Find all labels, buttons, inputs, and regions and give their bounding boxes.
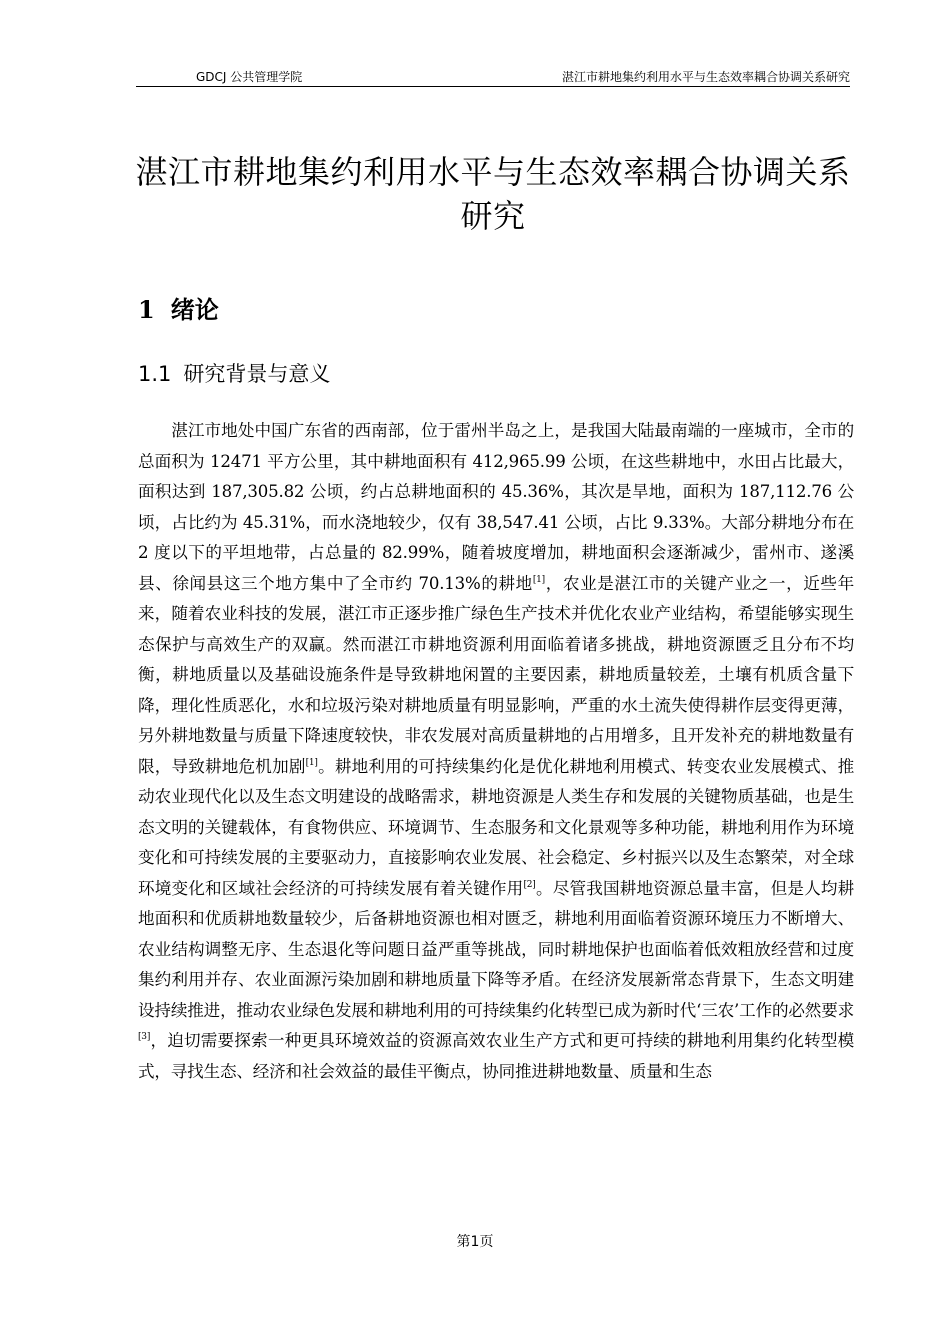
- paragraph: [138, 416, 854, 1087]
- text-run: 湛江市地处中国广东省的西南部，位于雷州半岛之上，是我国大陆最南端的一座城市，全市的总面积为 12471 平方公里，其中耕地面积有 412,965.99 公顷，在这些耕地中，水田占比最大，面积达到 187,305.82 公顷，约占总耕地面积的 45.36%，其次是旱地，面积为 187,112.76 公顷，占比约为 45.31%，而水浇地较少，仅有 38,547.41 公顷，占比 9.33%。大部分耕地分布在 2 度以下的平坦地带，占总量的 82.99%，随着坡度增加，耕地面积会逐渐减少，雷州市、遂溪县、徐闻县这三个地方集中了全市约 70.13%的耕地: [138, 421, 854, 593]
- subsection-number: 1.1: [138, 362, 172, 386]
- page-number: 第1页: [456, 1234, 494, 1250]
- section-heading: [138, 290, 219, 325]
- citation-ref: [1]: [532, 574, 545, 585]
- subsection-heading: [138, 358, 330, 388]
- header-institution: GDCJ 公共管理学院: [196, 70, 303, 84]
- citation-ref: [3]: [138, 1032, 151, 1042]
- header-running-title: 湛江市耕地集约利用水平与生态效率耦合协调关系研究: [561, 70, 850, 84]
- text-run: 。尽管我国耕地资源总量丰富，但是人均耕地面积和优质耕地数量较少，后备耕地资源也相对匮乏，耕地利用面临着资源环境压力不断增大、农业结构调整无序、生态退化等问题日益严重等挑战，同时耕地保护也面临着低效粗放经营和过度集约利用并存、农业面源污染加剧和耕地质量下降等矛盾。在经济发展新常态背景下，生态文明建设持续推进，推动农业绿色发展和耕地利用的可持续集约化转型已成为新时代‘三农’工作的必然要求: [138, 878, 854, 1020]
- citation-ref: [2]: [523, 879, 536, 890]
- body-text: [138, 416, 854, 1087]
- page-header: [136, 66, 850, 87]
- text-run: 。耕地利用的可持续集约化是优化耕地利用模式、转变农业发展模式、推动农业现代化以及生态文明建设的战略需求，耕地资源是人类生存和发展的关键物质基础，也是生态文明的关键载体，有食物供应、环境调节、生态服务和文化景观等多种功能，耕地利用作为环境变化和可持续发展的主要驱动力，直接影响农业发展、社会稳定、乡村振兴以及生态繁荣，对全球环境变化和区域社会经济的可持续发展有着关键作用: [138, 756, 855, 898]
- section-title: 绪论: [170, 295, 219, 324]
- citation-ref: [1]: [305, 757, 318, 768]
- section-number: 1: [138, 295, 155, 324]
- text-run: ，农业是湛江市的关键产业之一，近些年来，随着农业科技的发展，湛江市正逐步推广绿色生产技术并优化农业产业结构，希望能够实现生态保护与高效生产的双赢。然而湛江市耕地资源利用面临着诸多挑战，耕地资源匮乏且分布不均衡，耕地质量以及基础设施条件是导致耕地闲置的主要因素，耕地质量较差，土壤有机质含量下降，理化性质恶化，水和垃圾污染对耕地质量有明显影响，严重的水土流失使得耕作层变得更薄，另外耕地数量与质量下降速度较快，非农发展对高质量耕地的占用增多，且开发补充的耕地数量有限，导致耕地危机加剧: [138, 573, 854, 776]
- text-run: ，迫切需要探索一种更具环境效益的资源高效农业生产方式和更可持续的耕地利用集约化转型模式，寻找生态、经济和社会效益的最佳平衡点，协同推进耕地数量、质量和生态: [138, 1031, 854, 1081]
- subsection-title: 研究背景与意义: [183, 362, 331, 386]
- document-title: 湛江市耕地集约利用水平与生态效率耦合协调关系研究: [135, 153, 851, 235]
